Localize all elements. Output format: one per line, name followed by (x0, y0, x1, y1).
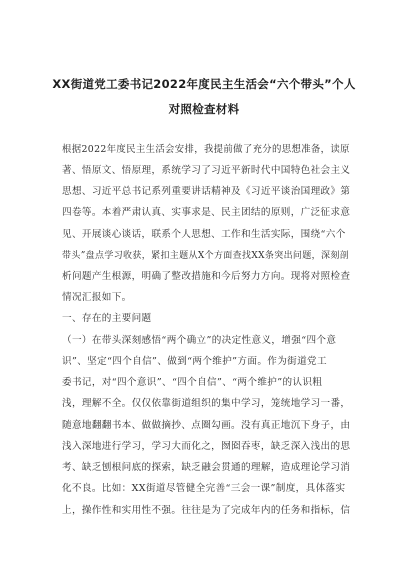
body-line-15: 考、缺乏刨根问底的探索，缺乏融会贯通的理解，造成理论学习消 (62, 462, 351, 473)
body-line-11: 委书记，对“四个意识”、“四个自信”、“两个维护”的认识粗 (62, 377, 323, 388)
body-line-10: 识”、坚定“四个自信”、做到“两个维护”方面。作为街道党工 (62, 356, 327, 367)
body-line-17: 上，操作性和实用性不强。往往是为了完成年内的任务和指标，信 (62, 505, 351, 516)
body-line-14: 浅入深地进行学习，学习大而化之，囫囵吞枣，缺乏深入浅出的思 (62, 441, 351, 452)
body-line-9: （一）在带头深刻感悟“两个确立”的决定性意义，增强“四个意 (62, 335, 337, 346)
body-line-6: 带头”盘点学习收获，紧扣主题从X个方面查找XX条突出问题，深刻剖 (62, 251, 350, 261)
document-title-line-1: XX街道党工委书记2022年度民主生活会“六个带头”个人 (52, 77, 356, 91)
body-line-8: 情况汇报如下。 (62, 292, 132, 303)
section-heading: 一、存在的主要问题 (62, 313, 152, 324)
document-title-line-2: 对照检查材料 (168, 102, 240, 116)
body-line-5: 见、开展谈心谈话，联系个人思想、工作和生活实际，围绕“六个 (62, 229, 346, 240)
body-line-16: 化不良。比如：XX街道尽管健全完善“三会一课”制度，具体落实 (62, 483, 346, 494)
body-line-1: 根据2022年度民主生活会安排，我提前做了充分的思想准备，读原 (62, 144, 350, 155)
body-line-2: 著、悟原文、悟原理，系统学习了习近平新时代中国特色社会主义 (62, 165, 351, 176)
body-line-3: 思想、习近平总书记系列重要讲话精神及《习近平谈治国理政》第 (62, 186, 351, 197)
body-line-12: 浅，理解不全。仅仅依靠街道组织的集中学习，笼统地学习一番， (62, 398, 351, 409)
body-line-13: 随意地翻翻书本、做做摘抄、点圈勾画。没有真正地沉下身子，由 (62, 420, 351, 431)
body-line-7: 析问题产生根源，明确了整改措施和今后努力方向。现将对照检查 (62, 271, 351, 282)
body-line-4: 四卷等。本着严肃认真、实事求是、民主团结的原则，广泛征求意 (62, 207, 351, 218)
